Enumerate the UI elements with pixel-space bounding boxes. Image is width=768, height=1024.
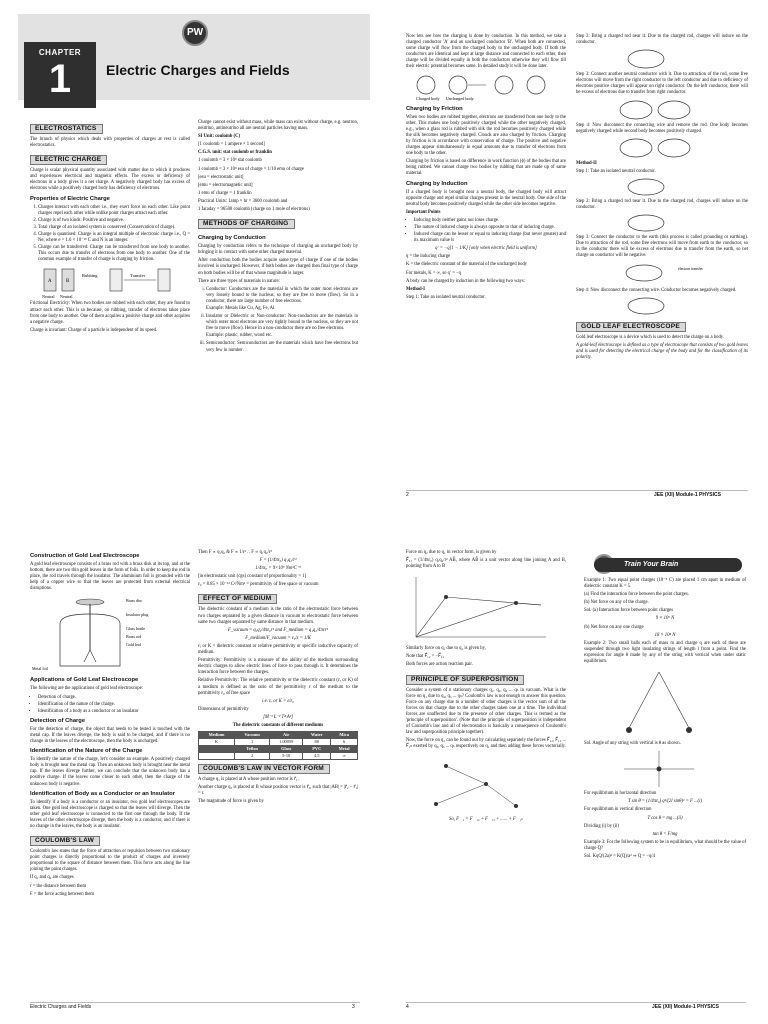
- fig-label-brass-disc: Brass disc: [126, 598, 143, 604]
- page-4: [384, 512, 768, 1024]
- table-cell: Glass: [270, 746, 303, 753]
- important-points-list: [406, 218, 566, 244]
- equation-2-body: T cos θ = mg: [647, 815, 673, 821]
- fig-label-gold-leaf: Gold leaf: [126, 642, 141, 648]
- k-value: 1/4πε₀ = 9×10⁹ Nm²C⁻²: [255, 566, 301, 572]
- medium-formula: F_vacuum = q₁q₂/4πε₀r² and F_medium = q₁q₂/4πεr²: [228, 627, 328, 633]
- method-2-step-2: Step 2: Bring a charged rod near it. Due to the charged rod, charges will induce on the conductor.: [576, 198, 748, 211]
- conduction-heading: Charging by Conduction: [198, 235, 266, 242]
- table-cell: Vacuum: [235, 732, 270, 739]
- important-point: • The nature of induced charge is always opposite to that of inducing charge.: [414, 225, 566, 231]
- page2-right-column: [576, 34, 748, 363]
- practical-units: Practical Units: 1amp × hr = 3600 coulomb and: [198, 198, 288, 204]
- vertical-equilibrium: For equilibrium in vertical direction: [584, 807, 652, 813]
- m2-step2-figure: [616, 213, 676, 233]
- table-row: [199, 739, 358, 746]
- medium-ratio: F_medium/F_vacuum = ε₀/ε = 1/K: [245, 635, 311, 641]
- solution-1-b: (b) Net force on any one charge: [584, 624, 644, 630]
- property-item: 5. Charge can be transferred: Charge can be transferred from one body to another. This occurs due to transfer of electrons from one body to another. One of the common example of transfer of charge is charging by friction.: [38, 245, 190, 263]
- properties-list: [30, 205, 190, 264]
- page-number: 4: [406, 1004, 409, 1010]
- material-item: iii. Semiconductor: Semiconductors are the materials which have free electrons but very few in number.: [206, 341, 358, 353]
- induction-heading: Charging by Induction: [406, 180, 468, 187]
- gold-leaf-text-1: Gold leaf electroscope is a device which is used to detect the charge on a body.: [576, 334, 724, 340]
- epsilon-note: ε₀ = 8.85 × 10⁻¹² C²/Nm² = permittivity of free space or vacuum: [198, 582, 319, 588]
- relative-formula: i.e. εᵣ or K = ε/ε₀: [262, 698, 294, 704]
- table-cell: 1.00059: [270, 739, 303, 746]
- nature-heading: Identification of the Nature of the Charge: [30, 748, 143, 755]
- page-3: [0, 512, 384, 1024]
- page1-right-column: [198, 120, 358, 355]
- table-cell: 4.5: [303, 753, 331, 760]
- friction-series-text: Charging by friction is based on difference in work function (ϕ) of the bodies that are being rubbed. We cannot charge two bodies by rubbing that are made up of same material.: [406, 159, 566, 177]
- footer-text: Electric Charges and Fields: [30, 1004, 92, 1010]
- step4-figure: [616, 137, 696, 159]
- equation-1-tag: ...(i): [694, 799, 702, 805]
- cgs-unit: C.G.S. unit: stat coulomb or franklin: [198, 150, 272, 156]
- page-1: [0, 0, 384, 512]
- material-item: i. Conductor: Conductors are the material in which the outer most electrons are very loosely bound to the nucleus, so they are free to move (flow). So in a conductor, there are large number of free electrons.: [206, 287, 358, 305]
- chapter-title: Electric Charges and Fields: [106, 62, 290, 78]
- footer-rule: [30, 1002, 360, 1003]
- application-item: • Identification of the nature of the charge.: [38, 702, 190, 708]
- dimension-formula: [M⁻¹ L⁻³ T⁴ A²]: [263, 714, 293, 720]
- section-coulomb-vector-form: COULOMB'S LAW IN VECTOR FORM: [198, 764, 330, 774]
- detection-heading: Detection of Charge: [30, 717, 86, 724]
- page-2: [384, 0, 768, 512]
- friction-text: When two bodies are rubbed together, electrons are transferred from one body to the other. This makes one body positively charged while the other negatively charged, e.g., when a glass rod is rubbed with silk the rod becomes positively charged while the silk becomes negatively charged. Clouds are also charged by friction. Charging by friction is in accordance with conservation of charge. The positive and negative charges appear simultaneously in equal amounts due to transfer of electrons from one body to the other.: [406, 114, 566, 157]
- construction-heading: Construction of Gold Leaf Electroscope: [30, 553, 140, 559]
- publisher-logo: PW: [182, 20, 208, 46]
- horizontal-equilibrium: For equilibrium in horizontal direction: [584, 791, 657, 797]
- conduction-detail-text: Now lets see how the charging is done by conduction. In this method, we take a charged conductor 'A' and an uncharged conductor 'B'. When both are connected, some charge will flow from the charged body to the uncharged body. If both the conductors are identical and kept at large distance and connected to each other, then charge will be divided equally in both the conductors otherwise they will flow till their electric potential becomes same. In detailed study it will be done later.: [406, 34, 566, 70]
- tan-result: tan θ = F/mg: [652, 831, 678, 837]
- gold-leaf-text-2: A gold-leaf electroscope is defined as a type of electroscope that consists of two gold leaves and is used for detecting the electrical charge of the body and for the classification of its polarity.: [576, 342, 748, 360]
- method-1-heading: Method-I: [406, 286, 426, 292]
- superposition-figure: [406, 754, 556, 814]
- important-point: • Induced charge can be lesser or equal to inducing charge (but never greater) and its maximum value is: [414, 232, 566, 244]
- section-effect-of-medium: EFFECT OF MEDIUM: [198, 594, 277, 604]
- body-a-label: A: [48, 279, 52, 285]
- table-cell: 5-10: [270, 753, 303, 760]
- fig-label-brass-rod: Brass rod: [126, 634, 142, 640]
- property-item: 1. Charges interact with each other i.e., they exert force on each other. Like point charges repel each other while unlike point charges attract each other.: [38, 205, 190, 217]
- conduction-figure: [406, 73, 556, 103]
- coulomb-text: Coulomb's law states that the force of attraction or repulsion between two stationary point charges is directly proportional to the product of charges and inversely proportional to the square of distance between them. This force acts along the line joining the point charges.: [30, 849, 190, 873]
- footer-text: JEE (XII) Module-1 PHYSICS: [654, 492, 721, 498]
- train-your-brain-banner: Train Your Brain: [594, 558, 742, 572]
- electrostatics-text: The branch of physics which deals with properties of charges at rest is called electrostatics.: [30, 137, 190, 149]
- solution-1-b-result: 18 × 10⁸ N: [654, 632, 676, 638]
- rubbing-label: Rubbing: [82, 273, 98, 279]
- application-item: • Identification of a body as a conductor or an insulator: [38, 709, 190, 715]
- section-methods-of-charging: METHODS OF CHARGING: [198, 219, 295, 229]
- si-relation: [1 coulomb = 1 ampere × 1 second]: [198, 142, 265, 148]
- chapter-number: 1: [48, 57, 72, 101]
- table-cell: Medium: [199, 732, 235, 739]
- section-coulombs-law: COULOMB'S LAW: [30, 836, 100, 846]
- detection-text: For the detection of charge, the object that needs to be tested is touched with the metal cap. If the leaves diverge, the body is said to be charged, and if there is no change in the leaves of the electroscope, then the body is uncharged.: [30, 726, 190, 745]
- page3-right-column: [198, 550, 358, 807]
- emu-note: [emu = electromagnetic unit]: [198, 182, 253, 188]
- transfer-label: Transfer: [130, 273, 146, 279]
- m2-step4-figure: [616, 296, 676, 316]
- page2-left-column: [406, 34, 566, 303]
- k-definition: K = the dielectric constant of the material of the uncharged body: [406, 262, 528, 268]
- relative-permittivity-text: Relative Permittivity: The relative permittivity or the dielectric constant (εᵣ or K) of a medium is defined as the ratio of the permittivity ε of the medium to the permittivity ε₀ of free space: [198, 678, 358, 696]
- table-cell: 80: [303, 739, 331, 746]
- property-item: 3. Total charge of an isolated system is conserved (Conservation of charge).: [38, 225, 190, 231]
- action-reaction-text: Both forces are action reaction pair.: [406, 662, 473, 668]
- nature-text: To identify the nature of the charge, let's consider an example. A positively charged body is brought near the metal cap. Then an unknown body is brought near the metal cap. If the leaves diverge further, we can conclude that the unknown body has a positive charge. If the leaves come closer to each other, then the charge of the unknown body is negative.: [30, 757, 190, 787]
- method-1-step-2: Step 2: Bring a charged rod near it. Due to the charged rod, charges will induce on the conductor.: [576, 34, 748, 46]
- si-unit: SI Unit: coulomb (C): [198, 134, 241, 140]
- property-item: 4. Charge is quantised: Charge is an integral multiple of electronic charge i.e., Q = Ne, where e = 1.6 × 10⁻¹⁹ C and N is an integer.: [38, 232, 190, 244]
- materials-intro: There are three types of materials in nature:: [198, 278, 280, 284]
- q-definition: q = the inducing charge: [406, 254, 451, 260]
- section-electric-charge: ELECTRIC CHARGE: [30, 155, 107, 165]
- metals-note: For metals, K = ∞, so q′ = −q: [406, 270, 462, 276]
- example-1-a: (a) Find the interaction force between the point charges.: [584, 592, 689, 598]
- vector-text-3: The magnitude of force is given by: [198, 799, 264, 805]
- property-7: Charge cannot exist without mass, while mass can exist without charge, e.g. neutron, neutrino, antineutrino all are neutral particles having mass.: [198, 120, 358, 132]
- page1-left-column: [30, 120, 190, 336]
- table-cell: Air: [270, 732, 303, 739]
- page3-left-column: [30, 550, 190, 900]
- method-1-step-4: Step 4: Now disconnect the connecting wire and remove the rod. One body becomes negatively charged while second body becomes positively charged.: [576, 122, 748, 134]
- conductor-heading: Identification of Body as a Conductor or an Insulator: [30, 790, 175, 797]
- example-3: Example 3: For the following system to be in equilibrium, what should be the value of charge Q?: [584, 839, 746, 851]
- chapter-badge: [24, 42, 96, 108]
- footer-text: JEE (XII) Module-1 PHYSICS: [652, 1004, 719, 1010]
- emu-charge: 1 emu of charge = 1 franklin: [198, 190, 252, 196]
- vector-text-2: Another charge q₂ is placed at B whose position vector is r⃗₂, such that |AB| = |r⃗₂ − r⃗₁| = r.: [198, 785, 358, 797]
- properties-heading: Properties of Electric Charge: [30, 195, 110, 202]
- fig-label-glass-bottle: Glass bottle: [126, 626, 145, 632]
- solution-1-a: Sol. (a) Interaction force between point charges: [584, 608, 674, 614]
- footer-rule: [406, 1002, 746, 1003]
- example-1-b: (b) Net force on any of the charge.: [584, 600, 649, 606]
- fig-label-metal-foil: Metal foil: [32, 666, 48, 672]
- coulomb-var: F = the force acting between them: [30, 891, 95, 897]
- section-electrostatics: ELECTROSTATICS: [30, 124, 103, 134]
- table-cell: Water: [303, 732, 331, 739]
- table-cell: PVC: [303, 746, 331, 753]
- induction-description: If a charged body is brought near a neutral body, the charged body will attract opposite charge and repel similar charges present in the neutral body. One side of the neutral body becomes positively charged while the other side becomes negative.: [406, 189, 566, 207]
- cgs-relation-2: 1 coulomb = 3 × 10⁹ esu of charge = 1/10 emu of charge: [198, 166, 304, 172]
- vector-figure: [406, 573, 556, 643]
- proportionality: Then F ∝ q₁q₂ & F ∝ 1/r² ∴ F ∝ q₁q₂/r²: [198, 550, 272, 555]
- material-example: Example: plastic, rubber, wood etc.: [206, 333, 273, 339]
- table-cell: [199, 746, 235, 753]
- method-1-step-3: Step 3: Connect another neutral conductor with it. Due to attraction of the rod, some free electrons will move from the right conductor to the left conductor and due to deficiency of electrons positive charges will appear on right conductor. On the left conductor, there will be excess of electrons due to transfer from right conductor.: [576, 72, 748, 96]
- applications-intro: The following are the applications of gold leaf electroscope:: [30, 686, 143, 692]
- equation-2: [584, 816, 746, 822]
- table-cell: ∞: [331, 753, 358, 760]
- equation-1: [584, 799, 746, 805]
- table-cell: 2: [235, 753, 270, 760]
- uncharged-body-label: Uncharged body: [446, 95, 474, 101]
- chapter-label: CHAPTER: [38, 48, 82, 57]
- construction-text: A gold leaf electroscope consists of a brass rod with a brass disk at its top, and at the bottom, there are two thin gold leaves in the form of foils. In order to keep the rod in place, the rod travels through the insulator. The aluminium foil is grounded with the help of a copper wire so that the leaves are protected from external electrical disruptions.: [30, 562, 190, 592]
- medium-definition: ε, or K = dielectric constant or relative permittivity or specific inductive capacity of medium.: [198, 643, 358, 656]
- important-points-heading: Important Points: [406, 209, 441, 215]
- electric-charge-text: Charge is scalar physical quantity associated with matter due to which it produces and experiences electrical and magnetic effects. The excess or deficiency of electrons in a body gives it a net charge. A negatively charged body has excess of electrons while a positively charged body has deficiency of electrons.: [30, 168, 190, 192]
- neutral-label-b: Neutral: [60, 294, 73, 300]
- section-gold-leaf-electroscope: GOLD LEAF ELECTROSCOPE: [576, 322, 686, 332]
- method-1-step-1: Step 1: Take an isolated neutral conductor.: [406, 294, 486, 300]
- applications-list: [30, 695, 190, 715]
- force-intro: Force on q₂ due to q₁ in vector form, is given by: [406, 550, 497, 555]
- step3-figure: [616, 99, 696, 121]
- induced-charge-formula: q′ = −q[1 − 1/K] [only when electric field is uniform]: [435, 246, 537, 252]
- table-cell: [199, 753, 235, 760]
- dividing-text: Dividing (i) by (ii): [584, 823, 620, 829]
- materials-list: [198, 287, 358, 354]
- superposition-text: Consider a system of n stationary charges q₁, q₂, q₃ ... qₙ in vacuum. What is the force on q₁ due to q₂, q₃ ... qₙ? Coulomb's law is not enough to answer this question. Force on any charge due to a number of other charges is the vector sum of all the forces on that charge due to the other charges taken one at a time. The individual forces are unaffected due to the presence of other charges. This is termed as the 'principle of superposition'. (Note that the principle of superposition is independent of Coulomb's law and all of electrostatics is basically a consequence of Coulomb's law and superposition principle together).: [406, 687, 566, 736]
- material-example: Example: Metals like Cu, Ag, Fe, Al.: [206, 305, 276, 311]
- coulomb-var: If q₁ and q₂ are charges: [30, 875, 74, 881]
- property-item: 2. Charge is of two kinds: Positive and negative.: [38, 218, 190, 224]
- force-diagram: [584, 749, 734, 789]
- material-item: ii. Insulator or Dielectric or Non-conductor: Non-conductors are the materials in which outer most electrons are very tightly bound to the nucleus, so they are not free to move (flow). Hence in a non-conductor there are no free electrons.: [206, 314, 358, 332]
- table-cell: 1: [235, 739, 270, 746]
- faraday-unit: 1 faraday = 96500 coulomb (charge on 1 mole of electrons): [198, 207, 310, 213]
- example-1: Example 1: Two equal point charges (10⁻⁵ C) are placed 1 cm apart in medium of dielectric constant K = 5.: [584, 578, 746, 590]
- coulomb-var: r = the distance between them: [30, 883, 87, 889]
- method-2-step-4: Step 4: Now disconnect the connecting wire. Conductor becomes negatively charged.: [576, 287, 737, 293]
- equation-1-body: T sin θ = (1/4πε₀) q²/(2l sinθ)² = F: [628, 799, 693, 805]
- vector-text-1: A charge q₁ is placed at A whose position vector is r⃗₁.: [198, 777, 299, 783]
- solution-1-a-result: 9 × 10⁹ N: [655, 616, 675, 622]
- page-number: 3: [352, 1004, 355, 1010]
- electron-transfer-label: electron transfer: [678, 266, 703, 271]
- method-2-heading: Method-II: [576, 160, 597, 166]
- table-cell: Metal: [331, 746, 358, 753]
- force-vector-formula: F⃗₂₁ = (1/4πε₀) q₁q₂/r² AB̂, where AB̂ is a unit vector along line joining A and B, pointing from A to B: [406, 558, 566, 570]
- section-principle-of-superposition: PRINCIPLE OF SUPERPOSITION: [406, 675, 524, 685]
- example-2: Example 2: Two small balls each of mass m and charge q are each of these are suspended through two light insulating strings of length l from a point. Find the expression for angle θ made by any of the string with vertical when under static equilibrium.: [584, 640, 746, 665]
- dimensions-label: Dimensions of permittivity: [198, 706, 249, 712]
- conduction-text-1: Charging by conduction refers to the technique of charging an uncharged body by bringing it in contact with some other charged material.: [198, 244, 358, 256]
- neutral-label-a: Neutral: [42, 294, 55, 300]
- friction-heading: Charging by Friction: [406, 105, 463, 112]
- page-number: 2: [406, 492, 409, 498]
- table-row: [199, 753, 358, 760]
- similarly-text: Similarly force on q₁ due to q₂ is given by,: [406, 646, 486, 652]
- note-text: Note that F⃗₁₂ = −F⃗₂₁: [406, 654, 445, 660]
- table-cell: Mica: [331, 732, 358, 739]
- induction-ways: A body can be charged by induction in the following two ways:: [406, 278, 526, 284]
- table-cell: 6: [331, 739, 358, 746]
- fig-label-insulator: Insulator plug: [126, 612, 149, 618]
- dielectric-table: [198, 731, 358, 760]
- solution-3: Sol. KqQ/(2a)² = K(Q)/a² ⇒ Q = −q/4: [584, 853, 655, 859]
- table-header-row: [199, 746, 358, 753]
- equation-2-tag: ...(ii): [673, 815, 683, 821]
- body-b-label: B: [66, 279, 70, 285]
- frictional-electricity-text: Frictional Electricity: When two bodies are rubbed with each other, they are found to attract each other. This is so because, on rubbing, transfer of electrons takes place from one body to another. One of them acquires a positive charge and other acquires a negative charge.: [30, 301, 190, 325]
- applications-heading: Applications of Gold Leaf Electroscope: [30, 677, 139, 684]
- m2-step3-figure: [616, 262, 716, 286]
- method-2-step-1: Step 1: Take an isolated neutral conductor.: [576, 168, 656, 174]
- medium-text: The dielectric constant of a medium is the ratio of the electrostatic force between two charges separated by a given distance in vacuum to electrostatic force between same two charges separated by same distance in that medium.: [198, 607, 358, 625]
- step2-figure: [616, 48, 676, 70]
- page4-right-column: [584, 578, 746, 862]
- table-cell: Teflon: [235, 746, 270, 753]
- page4-left-column: [406, 550, 566, 825]
- m2-step1-figure: [616, 177, 676, 197]
- property-6: Charge is invariant: Charge of a particle is independent of its speed.: [30, 327, 158, 333]
- rubbing-figure: [38, 265, 188, 299]
- conductor-text: To identify if a body is a conductor or an insulator, two gold leaf electroscopes are taken. One gold leaf electroscope is charged so that the leaves will diverge. Then the other gold leaf electroscope is connected to the first one through the body. If the leaves of the other electroscope diverge, then the body is a conductor, and if there is no change in the leaves, the body is an insulator.: [30, 799, 190, 829]
- k-note: [in electrostatic unit (cgs) constant of proportionality = 1]: [198, 574, 307, 580]
- electroscope-figure: [30, 594, 180, 674]
- conduction-text-2: After conduction both the bodies acquire same type of charge if one of the bodies involved is uncharged. However, if both bodies are charged then final type of charge on both bodies will be of that whose magnitude is larger.: [198, 258, 358, 276]
- pendulum-figure: [584, 668, 734, 738]
- application-item: • Detection of charge.: [38, 695, 190, 701]
- now-force-text: Now, the force on q₁ can be found out by calculating separately the forces F⃗₁₂, F⃗₁₃ ... F⃗₁ₙ exerted by q₂, q₃ ... qₙ respectively on q₁ and then adding these forces vectorially.: [406, 738, 567, 750]
- method-2-step-3: Step 3: Connect the conductor to the earth (this process is called grounding or earthing). Due to attraction of the rod, some free electrons will move from earth to the conductor, so in the conductor there will be excess of electrons due to transfer from the earth, so net charge on conductor will be negative.: [576, 235, 748, 259]
- charged-body-label: Charged body: [416, 95, 440, 101]
- coulomb-formula: F = (1/4πε₀) q₁q₂/r²: [259, 558, 297, 564]
- important-point: • Inducing body neither gains nor loses charge.: [414, 218, 566, 224]
- footer-rule: [406, 490, 748, 491]
- table-header-row: [199, 732, 358, 739]
- permittivity-text: Permittivity: Permittivity is a measure of the ability of the medium surrounding electric charges to allow electric lines of force to pass through it. It determines the interaction force between the charges.: [198, 658, 358, 676]
- table-cell: K: [199, 739, 235, 746]
- solution-2: Sol. Angle of any string with vertical is θ as shown.: [584, 741, 681, 747]
- cgs-relation-1: 1 coulomb = 3 × 10⁹ stat coulomb: [198, 158, 262, 164]
- esu-note: [esu = electrostatic unit]: [198, 174, 244, 180]
- table-caption: The dielectric constants of different mediums: [232, 722, 324, 728]
- superposition-sum: So, F⃗₁ = F⃗₁₂ + F⃗₁₃ + ...... + F⃗₁ₙ: [449, 816, 523, 822]
